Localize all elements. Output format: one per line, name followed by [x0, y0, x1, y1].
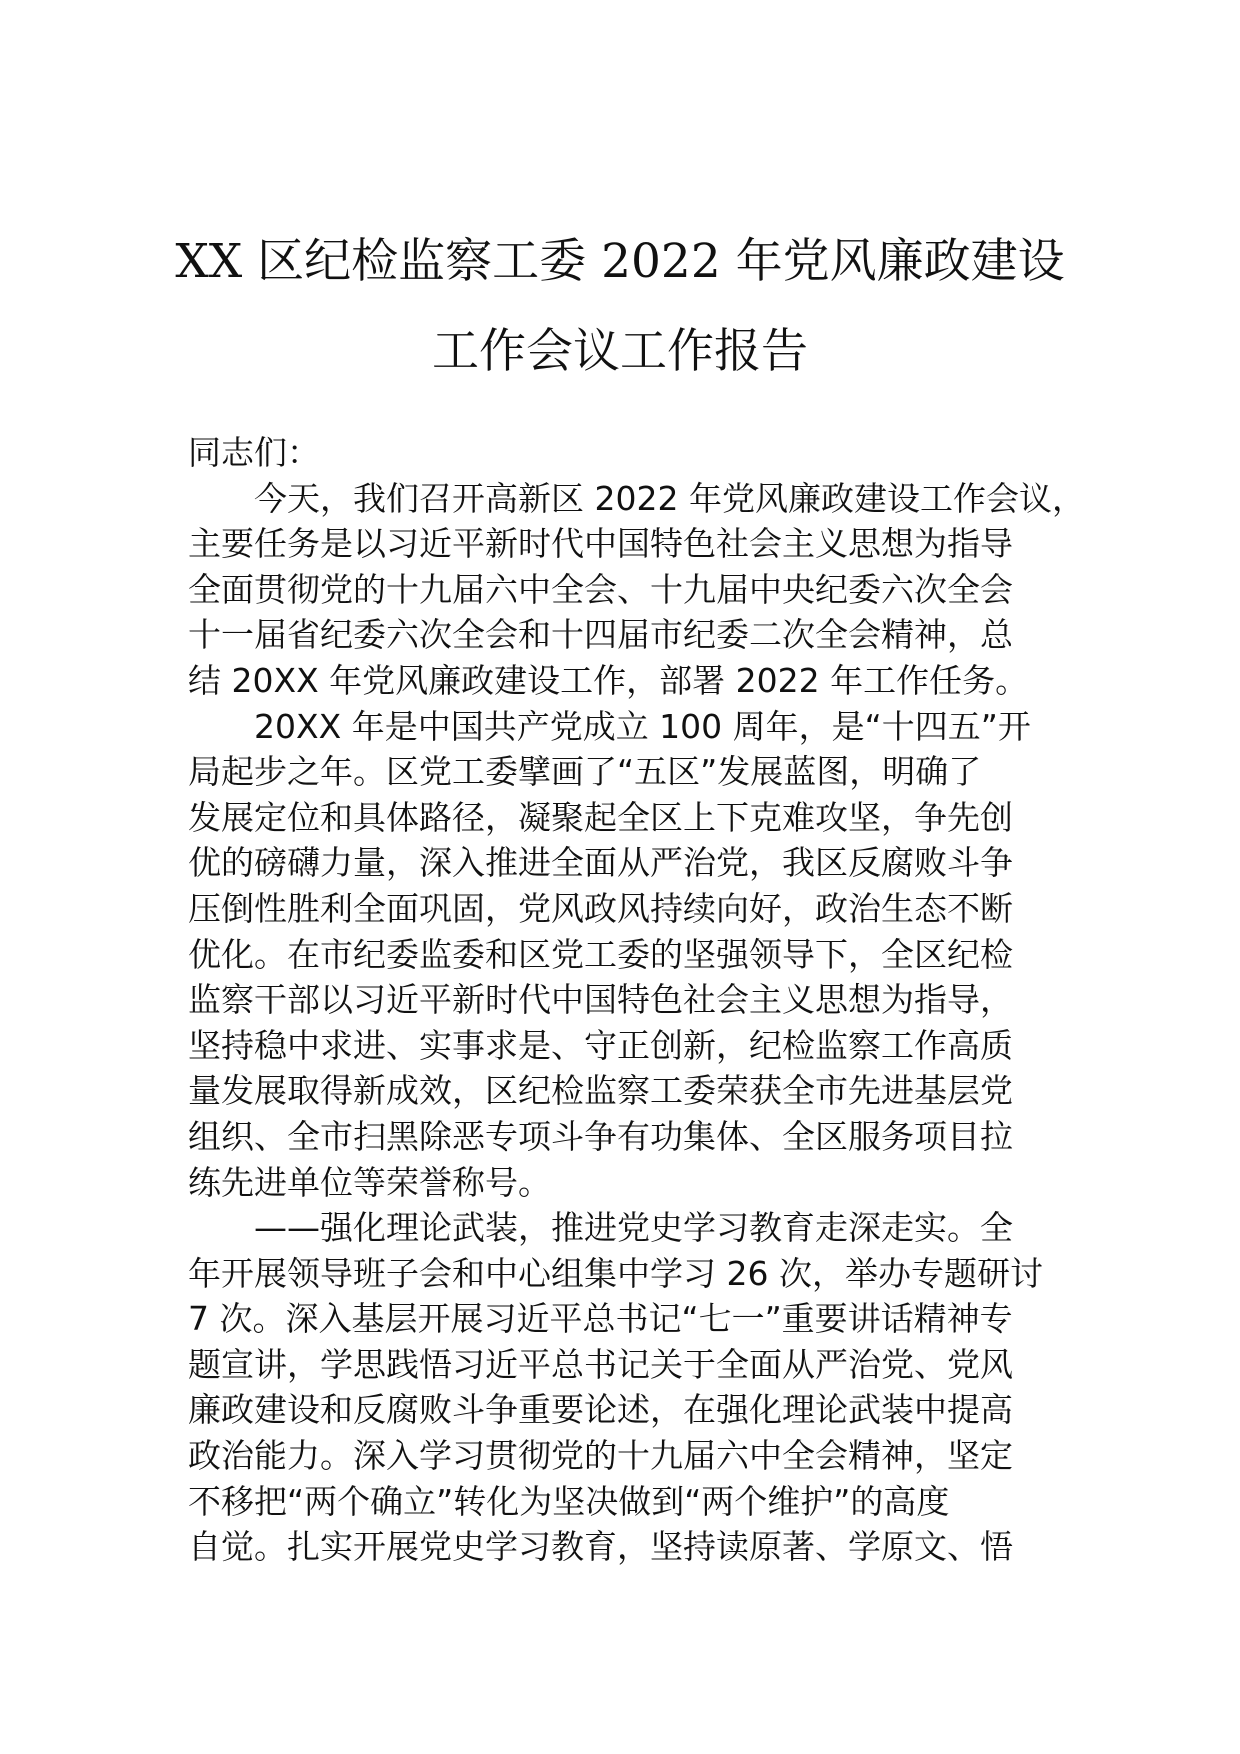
paragraph-line: 不移把“两个确立”转化为坚决做到“两个维护”的高度 — [188, 1481, 950, 1521]
paragraph-line: 年开展领导班子会和中心组集中学习 26 次，举办专题研讨 — [188, 1253, 1043, 1293]
paragraph-line: 自觉。扎实开展党史学习教育，坚持读原著、学原文、悟 — [188, 1527, 1013, 1567]
paragraph-line: 廉政建设和反腐败斗争重要论述，在强化理论武装中提高 — [188, 1390, 1013, 1430]
paragraph-line: 监察干部以习近平新时代中国特色社会主义思想为指导， — [188, 980, 1013, 1020]
paragraph-first-line: ——强化理论武装，推进党史学习教育走深走实。全 — [254, 1208, 1013, 1248]
paragraph-line: 量发展取得新成效，区纪检监察工委荣获全市先进基层党 — [188, 1071, 1013, 1111]
body-lines — [188, 476, 1085, 1570]
paragraph-first-line: 20XX 年是中国共产党成立 100 周年，是“十四五”开 — [254, 706, 1031, 746]
paragraph-line: 结 20XX 年党风廉政建设工作，部署 2022 年工作任务。 — [188, 660, 1029, 700]
paragraph-line: 题宣讲，学思践悟习近平总书记关于全面从严治党、党风 — [188, 1344, 1013, 1384]
document-title-line-1: XX 区纪检监察工委 2022 年党风廉政建设 — [175, 234, 1065, 289]
paragraph-line: 7 次。深入基层开展习近平总书记“七一”重要讲话精神专 — [188, 1299, 1013, 1339]
paragraph-line: 发展定位和具体路径，凝聚起全区上下克难攻坚，争先创 — [188, 797, 1013, 837]
paragraph-line: 主要任务是以习近平新时代中国特色社会主义思想为指导 — [188, 524, 1013, 564]
paragraph-first-line: 今天，我们召开高新区 2022 年党风廉政建设工作会议， — [254, 478, 1085, 518]
document-title-line-2: 工作会议工作报告 — [432, 324, 808, 379]
salutation: 同志们： — [188, 433, 320, 472]
paragraph-line: 全面贯彻党的十九届六中全会、十九届中央纪委六次全会 — [188, 569, 1013, 609]
paragraph-line: 组织、全市扫黑除恶专项斗争有功集体、全区服务项目拉 — [188, 1116, 1013, 1156]
paragraph-line: 十一届省纪委六次全会和十四届市纪委二次全会精神，总 — [188, 615, 1013, 655]
document-body — [188, 430, 1085, 1570]
paragraph-line: 优的磅礴力量，深入推进全面从严治党，我区反腐败斗争 — [188, 843, 1013, 883]
paragraph-line: 练先进单位等荣誉称号。 — [188, 1162, 551, 1202]
paragraph-line: 局起步之年。区党工委擘画了“五区”发展蓝图，明确了 — [188, 752, 982, 792]
paragraph-line: 优化。在市纪委监委和区党工委的坚强领导下，全区纪检 — [188, 934, 1013, 974]
paragraph-line: 压倒性胜利全面巩固，党风政风持续向好，政治生态不断 — [188, 888, 1013, 928]
paragraph-line: 坚持稳中求进、实事求是、守正创新，纪检监察工作高质 — [188, 1025, 1013, 1065]
paragraph-line: 政治能力。深入学习贯彻党的十九届六中全会精神，坚定 — [188, 1436, 1013, 1476]
